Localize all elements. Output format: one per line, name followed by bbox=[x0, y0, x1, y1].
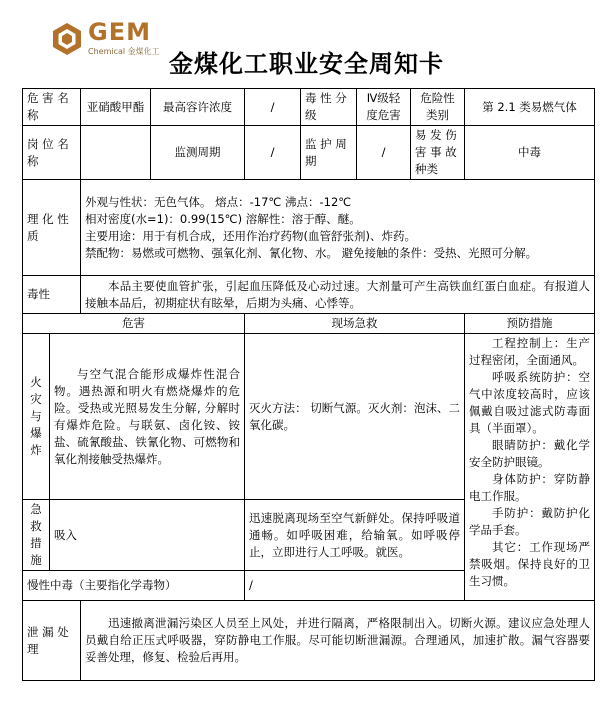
monitor-period-value: / bbox=[245, 126, 301, 180]
guard-period-value: / bbox=[357, 126, 411, 180]
prevention-item: 工程控制上：生产过程密闭，全面通风。 bbox=[469, 336, 591, 367]
row-physchem bbox=[23, 180, 595, 276]
leak-handling-text: 迅速撤离泄漏污染区人员至上风处，并进行隔离，严格限制出入。切断火源。建议应急处理人员戴自给正压式呼吸器，穿防静电工作服。尽可能切断泄漏源。合理通风，加速扩散。漏气容器要妥善处理，修复、检验后再用。 bbox=[81, 601, 595, 681]
max-concentration-value: / bbox=[245, 89, 301, 126]
toxicity-grade-label: 毒 性 分 级 bbox=[301, 89, 357, 126]
post-name-value bbox=[81, 126, 151, 180]
physchem-line: 主要用途：用于有机合成，还用作治疗药物(血管舒张剂)、炸药。 bbox=[85, 228, 416, 243]
leak-handling-label: 泄 漏 处 理 bbox=[23, 601, 81, 681]
hazard-class-label: 危险性类别 bbox=[411, 89, 465, 126]
hazard-name-value: 亚硝酸甲酯 bbox=[81, 89, 151, 126]
monitor-period-label: 监测周期 bbox=[151, 126, 245, 180]
prevention-item: 其它：工作现场严禁吸烟。保持良好的卫生习惯。 bbox=[469, 540, 591, 588]
row-toxicity bbox=[23, 276, 595, 314]
physchem-label: 理 化 性 质 bbox=[23, 180, 81, 276]
safety-card-table bbox=[22, 88, 595, 681]
prevention-content bbox=[465, 334, 595, 601]
prevention-header: 预防措施 bbox=[465, 314, 595, 334]
page-title: 金煤化工职业安全周知卡 bbox=[169, 49, 444, 78]
post-name-label: 岗 位 名 称 bbox=[23, 126, 81, 180]
prevention-item: 眼睛防护：戴化学安全防护眼镜。 bbox=[469, 438, 591, 469]
prevention-item: 呼吸系统防护：空气中浓度较高时，应该佩戴自吸过滤式防毒面具（半面罩）。 bbox=[469, 370, 591, 435]
row-post-info bbox=[23, 126, 595, 180]
accident-type-value: 中毒 bbox=[465, 126, 595, 180]
logo-subtitle: Chemical 金煤化工 bbox=[88, 47, 160, 56]
guard-period-label: 监 护 周 期 bbox=[301, 126, 357, 180]
physchem-line: 外观与性状：无色气体。 熔点：-17℃ 沸点：-12℃ bbox=[85, 194, 352, 209]
exposure-route: 吸入 bbox=[50, 500, 245, 571]
physchem-content bbox=[81, 180, 595, 276]
fire-rescue-text: 灭火方法： 切断气源。灭火剂：泡沫、二氧化碳。 bbox=[245, 334, 465, 500]
physchem-line: 禁配物：易燃或可燃物、强氧化剂、氰化物、水。 避免接触的条件：受热、光照可分解。 bbox=[85, 245, 538, 260]
fire-hazard-text: 与空气混合能形成爆炸性混合物。遇热源和明火有燃烧爆炸的危险。受热或光照易发生分解, 分解时有爆炸危险。与联氨、卤化铵、铵盐、硫氰酸盐、铁氰化物、可燃物和氧化剂接触受热爆炸。 bbox=[50, 334, 245, 500]
toxicity-text: 本品主要使血管扩张，引起血压降低及心动过速。大剂量可产生高铁血红蛋白血症。有报道人接触本品后，初期症状有眩晕，后期为头痛、心悸等。 bbox=[81, 276, 595, 314]
hazard-class-value: 第 2.1 类易燃气体 bbox=[465, 89, 595, 126]
accident-type-label: 易 发 伤 害 事 故 种类 bbox=[411, 126, 465, 180]
first-aid-text: 迅速脱离现场至空气新鲜处。保持呼吸道通畅。如呼吸困难，给输氧。如呼吸停止，立即进行人工呼吸。就医。 bbox=[245, 500, 465, 571]
row-fire bbox=[23, 334, 595, 500]
row-leak bbox=[23, 601, 595, 681]
logo-wordmark: GEM bbox=[88, 18, 151, 46]
chronic-poisoning-label: 慢性中毒（主要指化学毒物） bbox=[23, 571, 245, 601]
toxicity-label: 毒性 bbox=[23, 276, 81, 314]
first-aid-header: 现场急救 bbox=[245, 314, 465, 334]
chronic-poisoning-value: / bbox=[245, 571, 465, 601]
row-basic-info bbox=[23, 89, 595, 126]
prevention-item: 身体防护：穿防静电工作服。 bbox=[469, 472, 591, 503]
fire-explosion-label: 火灾与爆炸 bbox=[23, 334, 50, 500]
toxicity-grade-value: Ⅳ级轻度危害 bbox=[357, 89, 411, 126]
physchem-line: 相对密度(水=1)：0.99(15℃) 溶解性：溶于醇、醚。 bbox=[85, 211, 361, 226]
hazard-header: 危害 bbox=[23, 314, 245, 334]
hazard-name-label: 危 害 名 称 bbox=[23, 89, 81, 126]
max-concentration-label: 最高容许浓度 bbox=[151, 89, 245, 126]
prevention-item: 手防护：戴防护化学品手套。 bbox=[469, 506, 591, 537]
first-aid-label: 急救措施 bbox=[23, 500, 50, 571]
row-section-headers bbox=[23, 314, 595, 334]
